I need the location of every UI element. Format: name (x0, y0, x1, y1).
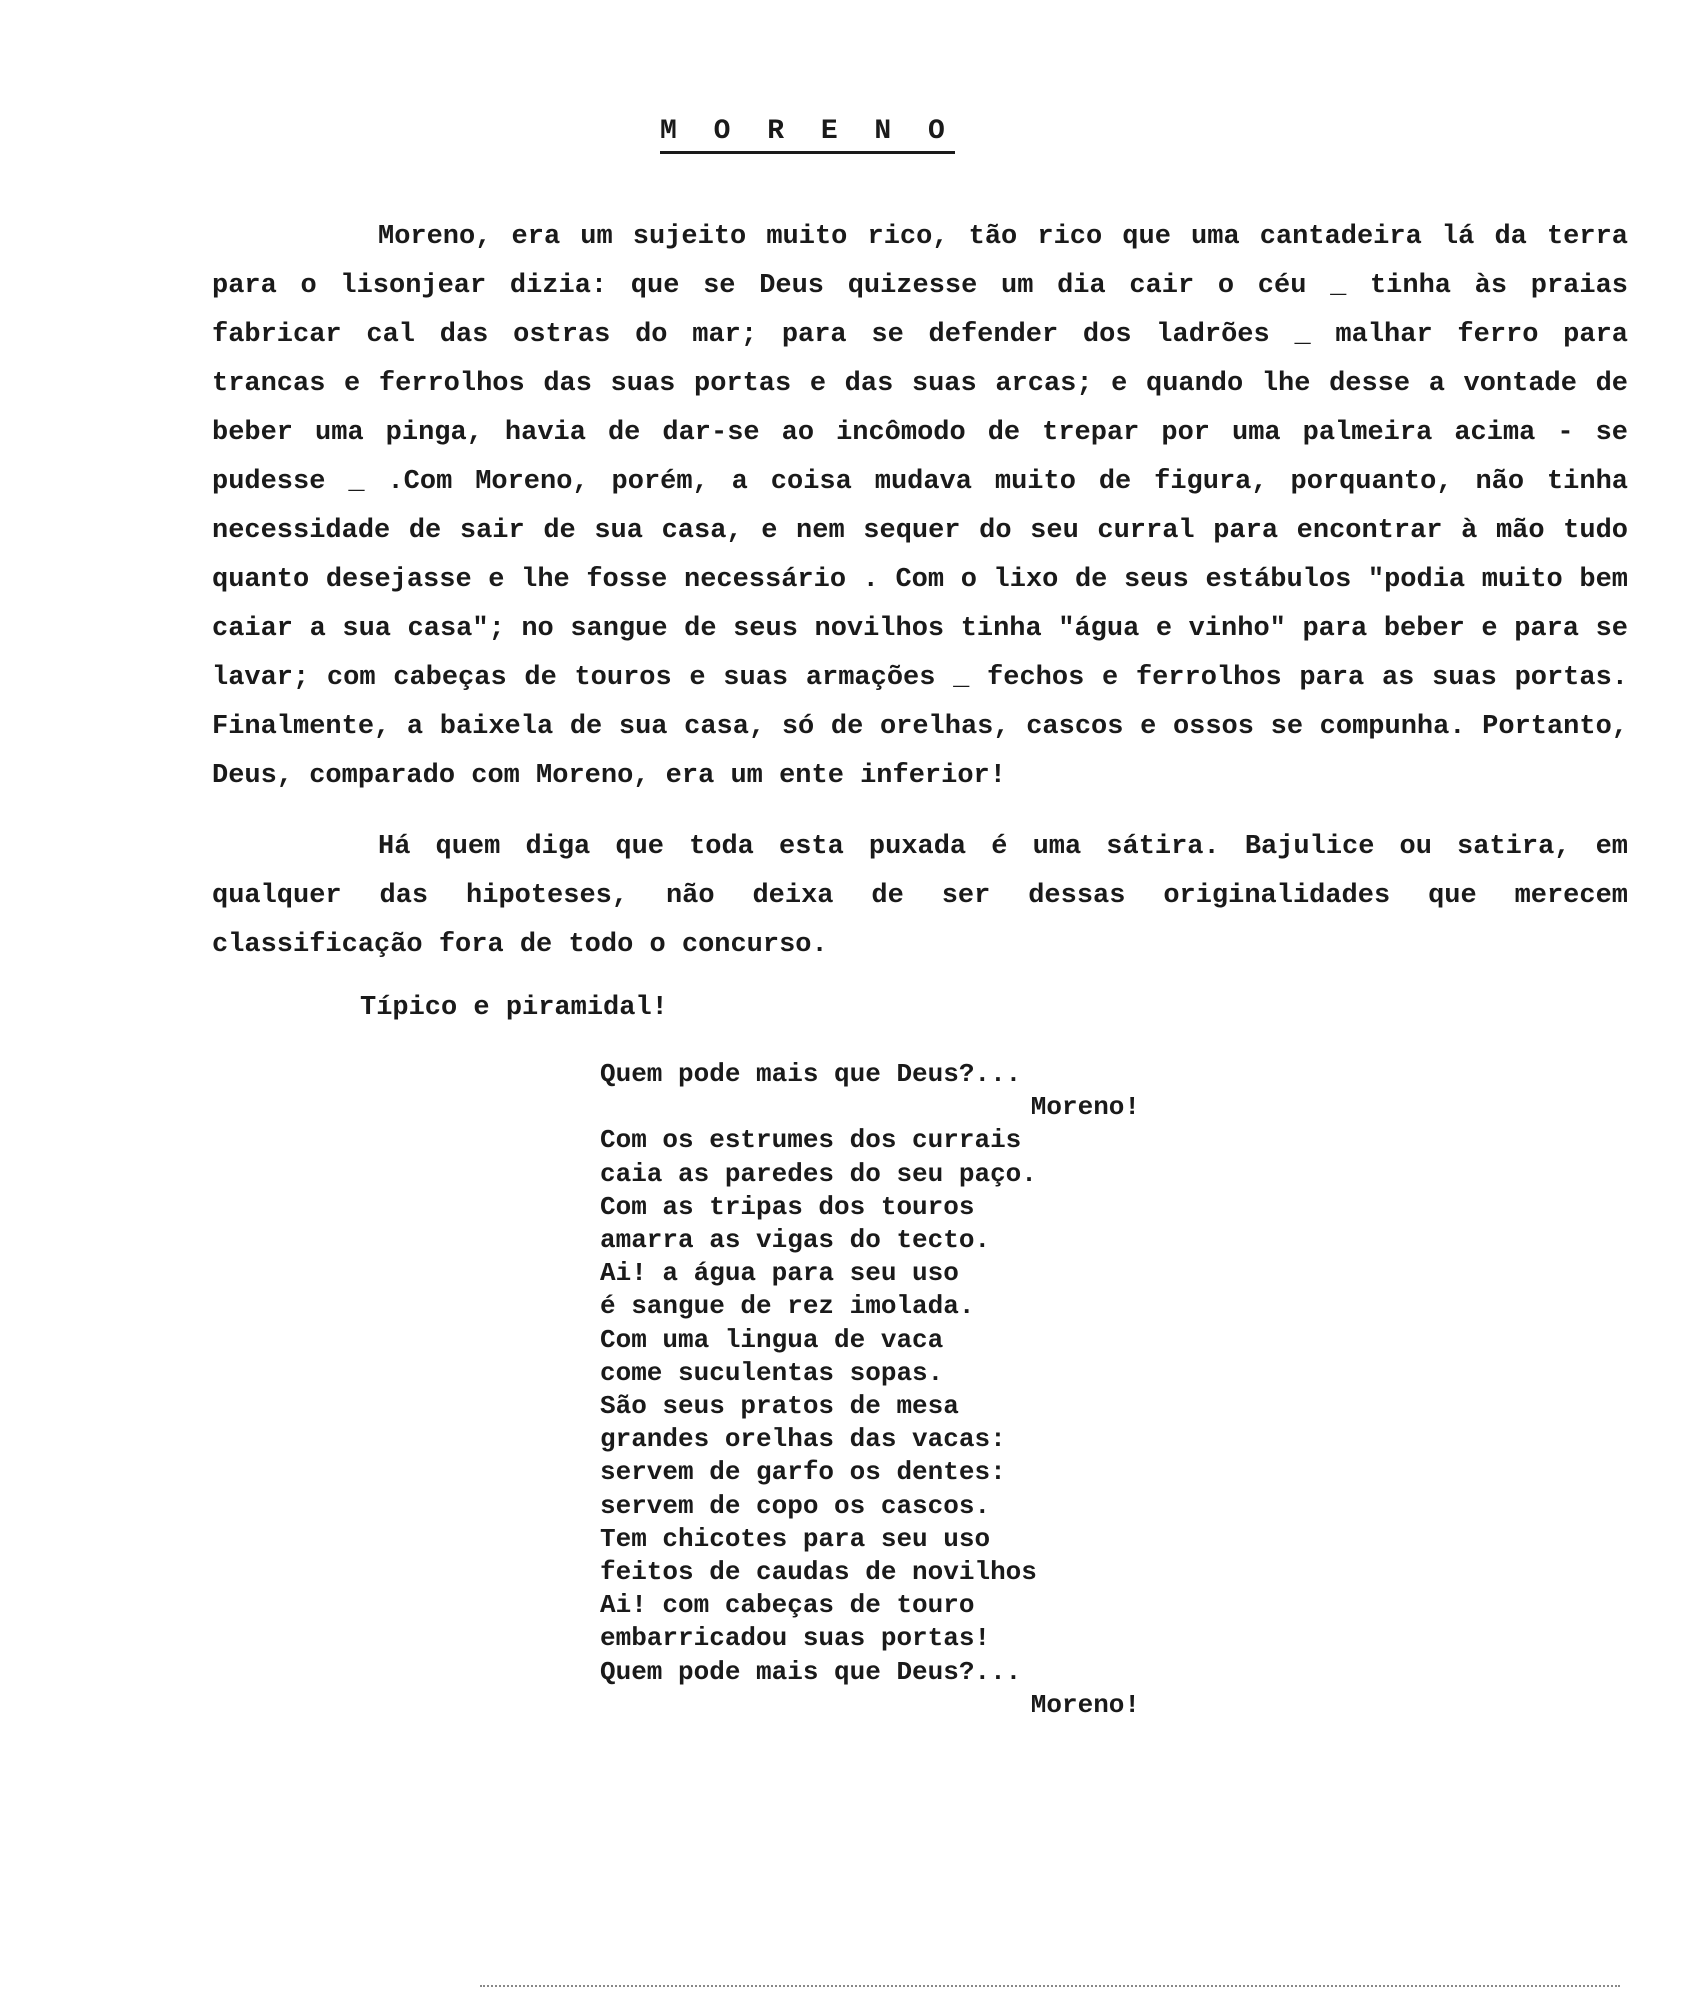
paragraph-2: Há quem diga que toda esta puxada é uma sátira. Bajulice ou satira, em qualquer das hipoteses, não deixa de ser dessas originalidades que merecem classificação fora de todo o concurso. (212, 832, 1628, 960)
paragraph-1: Moreno, era um sujeito muito rico, tão rico que uma cantadeira lá da terra para o lisonjear dizia: que se Deus quizesse um dia cair o céu _ tinha às praias fabricar cal das ostras do mar; para se defender dos ladrões _ malhar ferro para trancas e ferrolhos das suas portas e das suas arcas; e quando lhe desse a vontade de beber uma pinga, havia de dar-se ao incômodo de trepar por uma palmeira acima - se pudesse _ .Com Moreno, porém, a coisa mudava muito de figura, porquanto, não tinha necessidade de sair de sua casa, e nem sequer do seu curral para encontrar à mão tudo quanto desejasse e lhe fosse necessário . Com o lixo de seus estábulos "podia muito bem caiar a sua casa"; no sangue de seus novilhos tinha "água e vinho" para beber e para se lavar; com cabeças de touros e suas armações _ fechos e ferrolhos para as suas portas. Finalmente, a baixela de sua casa, só de orelhas, cascos e ossos se compunha. Portanto, Deus, comparado com Moreno, era um ente inferior! (212, 222, 1628, 791)
poem-line: caia as paredes do seu paço. (600, 1158, 1037, 1189)
poem-line: Quem pode mais que Deus?... (600, 1656, 1022, 1687)
document-title: M O R E N O (660, 116, 955, 154)
poem-line: é sangue de rez imolada. (600, 1291, 975, 1322)
poem-line: servem de garfo os dentes: (600, 1457, 1006, 1488)
poem-line: São seus pratos de mesa (600, 1391, 959, 1422)
footer-rule (480, 1985, 1620, 1987)
poem-block (600, 1058, 1140, 1722)
poem-line: embarricadou suas portas! (600, 1623, 991, 1654)
exclamation-line: Típico e piramidal! (360, 993, 668, 1023)
poem-line: grandes orelhas das vacas: (600, 1424, 1006, 1455)
poem-line: feitos de caudas de novilhos (600, 1557, 1037, 1588)
poem-line: servem de copo os cascos. (600, 1490, 991, 1521)
poem-line: Moreno! (1030, 1092, 1140, 1123)
poem-line: Com as tripas dos touros (600, 1191, 975, 1222)
poem-line: amarra as vigas do tecto. (600, 1225, 991, 1256)
poem-line: Com os estrumes dos currais (600, 1125, 1022, 1156)
poem-line: come suculentas sopas. (600, 1357, 944, 1388)
poem-line: Tem chicotes para seu uso (600, 1523, 991, 1554)
poem-line: Quem pode mais que Deus?... (600, 1059, 1022, 1089)
poem-line: Ai! a água para seu uso (600, 1258, 959, 1289)
poem-line: Com uma lingua de vaca (600, 1324, 944, 1355)
poem-line: Ai! com cabeças de touro (600, 1590, 975, 1621)
poem-line: Moreno! (1030, 1689, 1140, 1720)
